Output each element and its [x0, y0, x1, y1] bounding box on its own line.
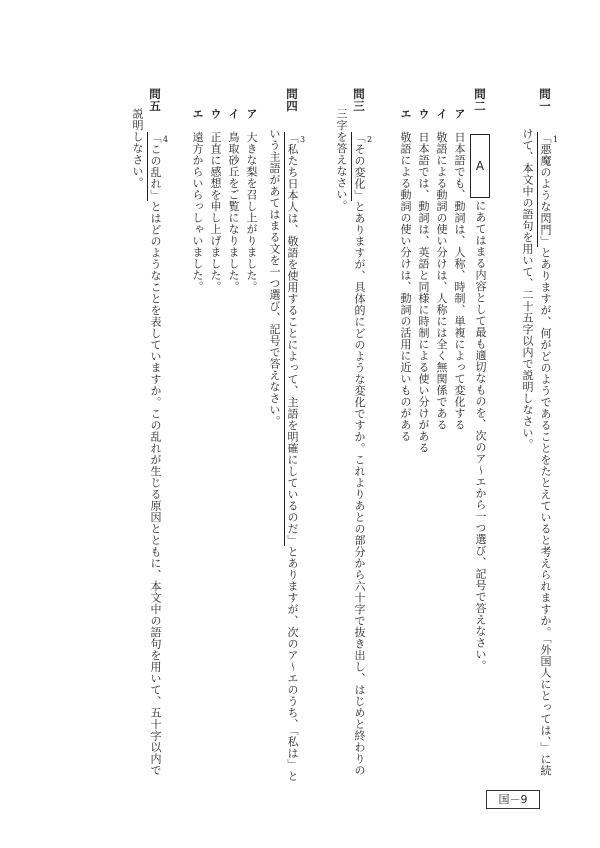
q1-quote: [537, 132, 560, 247]
q4-quote-text: 「私たち日本人は、敬語を使用することによって、主語を明確にしているのだ」: [286, 132, 299, 546]
q4-quote: [284, 132, 307, 546]
q4-option-a-text: 大きな梨を召し上がりました。: [245, 131, 258, 293]
q3-line-2: 三字を答えなさい。: [335, 108, 348, 212]
q4-ref-number: 3: [298, 135, 307, 145]
q1-label: 問一: [538, 88, 552, 112]
q4-label: 問四: [285, 88, 299, 112]
q4-line-2: いう主語があてはまる文を一つ選び、記号で答えなさい。: [268, 128, 281, 427]
q2-text: にあてはまる内容として最も適切なものを、次のア～エから一つ選び、記号で答えなさい。: [474, 200, 487, 672]
q5-quote-text: 「この乱れ」: [149, 132, 162, 201]
q3-ref-number: 2: [365, 135, 374, 145]
q4-option-a: [244, 108, 258, 293]
q5-text-1: とはどのようなことを表していますか。この乱れが生じる原因とともに、本文中の語句を用いて、五十字以内で: [149, 201, 162, 776]
q2-label: 問二: [473, 88, 487, 112]
q5-line-1: [148, 88, 170, 776]
q2-option-b: [434, 108, 448, 431]
q1-ref-number: 1: [551, 135, 560, 145]
q4-option-b-mark: イ: [227, 108, 240, 120]
q5-label: 問五: [148, 88, 162, 112]
q4-option-a-mark: ア: [245, 108, 258, 120]
q4-option-c-mark: ウ: [209, 108, 222, 120]
q2-option-b-text: 敬語による動詞の使い分けは、人称には全く無関係である: [435, 131, 448, 431]
q3-quote-text: 「その変化」: [353, 132, 366, 201]
q2-option-d-mark: エ: [399, 108, 412, 120]
q1-text-1: とありますが、何がどのようであることをたとえていると考えられますか。「外国人にとっては、」に続: [539, 247, 552, 777]
q5-ref-number: 4: [161, 135, 170, 145]
q2-option-c-text: 日本語では、動詞は、英語と同様に時制による使い分けがある: [417, 131, 430, 454]
q5-line-2: 説明しなさい。: [131, 108, 144, 189]
q2-option-d: [398, 108, 412, 442]
q2-option-a-text: 日本語でも、動詞は、人称、時制、単複によって変化する: [453, 131, 466, 431]
q3-line-1: [352, 88, 374, 776]
q2-option-d-text: 敬語による動詞の使い分けは、動詞の活用に近いものがある: [399, 131, 412, 442]
q2-line-1: [470, 88, 490, 672]
page-number: 国－9: [486, 790, 540, 809]
q2-blank-box: A: [470, 134, 490, 198]
q4-option-d: [190, 108, 204, 293]
q3-text-1: とありますが、具体的にどのような変化ですか。これよりあとの部分から六十字で抜き出し、はじめと終わりの: [353, 201, 366, 776]
q4-option-b-text: 鳥取砂丘をご覧になりました。: [227, 131, 240, 293]
q1-quote-text: 「悪魔のような閃門」: [539, 132, 552, 247]
q5-quote: [147, 132, 170, 201]
q3-label: 問三: [352, 88, 366, 112]
q2-option-a: [452, 108, 466, 431]
q2-option-a-mark: ア: [453, 108, 466, 120]
q4-line-1: [285, 88, 307, 782]
q4-option-d-text: 遠方からいらっしゃいました。: [191, 131, 204, 293]
q4-option-d-mark: エ: [191, 108, 204, 120]
q4-text-1: とありますが、次のア～エのうち、「私は」と: [286, 546, 299, 782]
q2-option-c-mark: ウ: [417, 108, 430, 120]
q4-option-c-text: 正直に感想を申し上げました。: [209, 131, 222, 293]
q4-option-c: [208, 108, 222, 293]
q1-line-2: けて、本文中の語句を用いて、二十五字以内で説明しなさい。: [521, 128, 534, 450]
q1-line-1: [538, 88, 560, 777]
q4-option-b: [226, 108, 240, 293]
q3-quote: [351, 132, 374, 201]
q2-option-c: [416, 108, 430, 454]
q2-option-b-mark: イ: [435, 108, 448, 120]
